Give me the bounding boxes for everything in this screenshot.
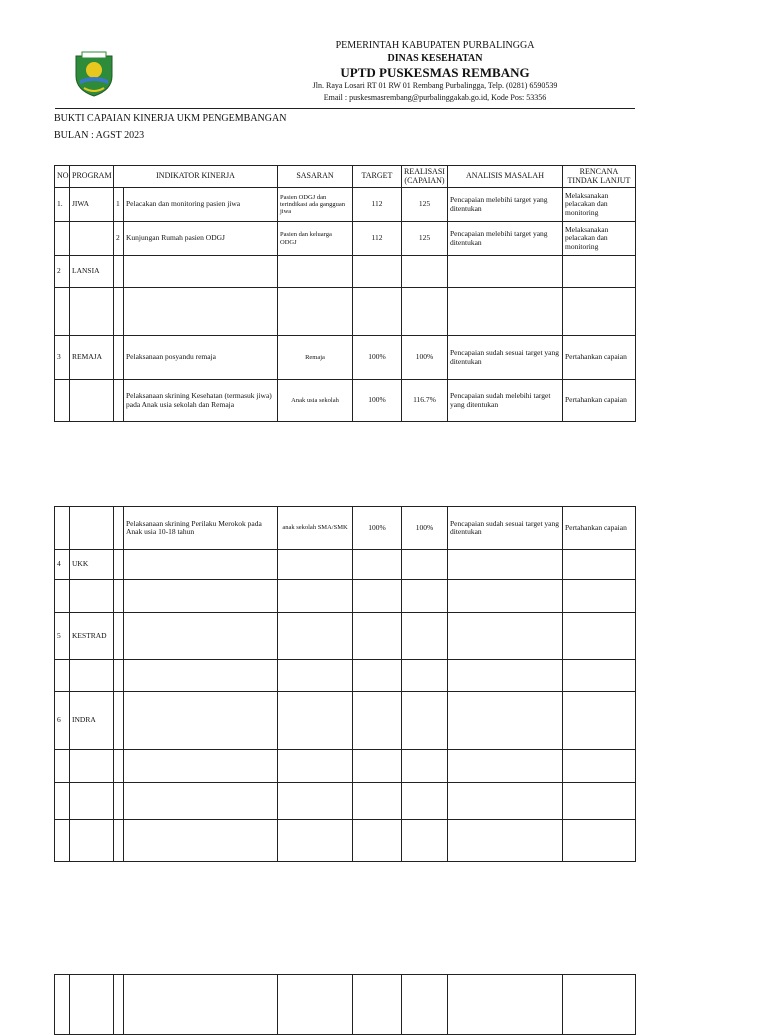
cell-sasaran [278, 783, 353, 820]
cell-realisasi [402, 288, 448, 336]
cell-no: 4 [55, 550, 70, 580]
cell-sasaran: Anak usia sekolah [278, 380, 353, 422]
cell-indikator: Pelaksanaan skrining Perilaku Merokok pada Anak usia 10-18 tahun [124, 507, 278, 550]
cell-no [55, 750, 70, 783]
table-row [55, 692, 636, 750]
cell-analisis: Pencapaian sudah sesuai target yang ditentukan [448, 507, 563, 550]
cell-sub-no [114, 507, 124, 550]
cell-program: UKK [70, 550, 114, 580]
cell-sub-no: 1 [114, 188, 124, 222]
cell-program: JIWA [70, 188, 114, 222]
cell-rencana [563, 288, 636, 336]
cell-analisis: Pencapaian sudah sesuai target yang ditentukan [448, 336, 563, 380]
table-row [55, 975, 636, 1035]
cell-program [70, 660, 114, 692]
header-institution-name: UPTD PUSKESMAS REMBANG [340, 65, 530, 80]
cell-target: 100% [353, 380, 402, 422]
document-title: BUKTI CAPAIAN KINERJA UKM PENGEMBANGAN [54, 113, 287, 124]
cell-sasaran [278, 613, 353, 660]
cell-indikator [124, 750, 278, 783]
cell-sasaran [278, 256, 353, 288]
col-header-sasaran: SASARAN [278, 166, 353, 188]
cell-realisasi [402, 750, 448, 783]
cell-sub-no [114, 288, 124, 336]
cell-analisis [448, 783, 563, 820]
cell-analisis: Pencapaian melebihi target yang ditentukan [448, 188, 563, 222]
cell-sub-no [114, 613, 124, 660]
cell-analisis: Pencapaian sudah melebihi target yang ditentukan [448, 380, 563, 422]
cell-target [353, 550, 402, 580]
cell-no [55, 820, 70, 862]
cell-realisasi [402, 256, 448, 288]
cell-analisis [448, 660, 563, 692]
cell-program [70, 820, 114, 862]
table-row [55, 507, 636, 550]
cell-no: 6 [55, 692, 70, 750]
cell-indikator [124, 783, 278, 820]
cell-sub-no [114, 256, 124, 288]
cell-sasaran: Remaja [278, 336, 353, 380]
cell-sasaran [278, 550, 353, 580]
cell-sub-no [114, 820, 124, 862]
cell-target [353, 613, 402, 660]
cell-target [353, 660, 402, 692]
col-header-rencana: RENCANA TINDAK LANJUT [563, 166, 636, 188]
cell-target [353, 783, 402, 820]
cell-analisis [448, 692, 563, 750]
cell-no: 5 [55, 613, 70, 660]
cell-realisasi: 125 [402, 188, 448, 222]
cell-target [353, 820, 402, 862]
cell-rencana [563, 783, 636, 820]
cell-sasaran: Pasien ODGJ dan terindikasi ada gangguan jiwa [278, 188, 353, 222]
cell-program [70, 507, 114, 550]
cell-indikator [124, 613, 278, 660]
cell-realisasi: 100% [402, 507, 448, 550]
cell-program [70, 750, 114, 783]
cell-target: 100% [353, 507, 402, 550]
cell-analisis [448, 750, 563, 783]
header-address: Jln. Raya Losari RT 01 RW 01 Rembang Purbalingga, Telp. (0281) 6590539 [312, 81, 558, 90]
table-row [55, 750, 636, 783]
cell-rencana: Pertahankan capaian [563, 380, 636, 422]
cell-sub-no [114, 580, 124, 613]
performance-table-page-1 [54, 165, 636, 422]
cell-program: KESTRAD [70, 613, 114, 660]
header-government-line: PEMERINTAH KABUPATEN PURBALINGGA [335, 40, 535, 51]
cell-rencana [563, 580, 636, 613]
cell-rencana: Pertahankan capaian [563, 507, 636, 550]
cell-realisasi [402, 660, 448, 692]
col-header-indikator: INDIKATOR KINERJA [114, 166, 278, 188]
cell-rencana [563, 750, 636, 783]
table-row [55, 336, 636, 380]
cell-rencana: Melaksanakan pelacakan dan monitoring [563, 222, 636, 256]
cell-indikator [124, 550, 278, 580]
col-header-realisasi: REALISASI (CAPAIAN) [402, 166, 448, 188]
cell-sub-no [114, 750, 124, 783]
table-row [55, 550, 636, 580]
cell-indikator: Pelaksanaan posyandu remaja [124, 336, 278, 380]
cell-no [55, 380, 70, 422]
cell-program [70, 580, 114, 613]
cell-sub-no [114, 380, 124, 422]
cell-sasaran [278, 692, 353, 750]
cell-analisis [448, 580, 563, 613]
cell-rencana: Pertahankan capaian [563, 336, 636, 380]
cell-indikator: Kunjungan Rumah pasien ODGJ [124, 222, 278, 256]
cell-target: 112 [353, 222, 402, 256]
cell-indikator: Pelacakan dan monitoring pasien jiwa [124, 188, 278, 222]
cell-sub-no [114, 692, 124, 750]
table-row [55, 613, 636, 660]
cell-no: 1. [55, 188, 70, 222]
cell-realisasi: 125 [402, 222, 448, 256]
cell-sasaran [278, 820, 353, 862]
table-row [55, 256, 636, 288]
cell-no [55, 783, 70, 820]
cell-rencana [563, 660, 636, 692]
cell-program [70, 380, 114, 422]
cell-program: LANSIA [70, 256, 114, 288]
table-row [55, 820, 636, 862]
cell-sub-no [114, 336, 124, 380]
cell-indikator [124, 288, 278, 336]
cell-no: 2 [55, 256, 70, 288]
cell-target: 112 [353, 188, 402, 222]
cell-realisasi [402, 692, 448, 750]
cell-sasaran: Pasien dan keluarga ODGJ [278, 222, 353, 256]
performance-table-page-3 [54, 974, 636, 1035]
performance-table-page-2 [54, 506, 636, 862]
table-row [55, 580, 636, 613]
table-row [55, 222, 636, 256]
cell-realisasi [402, 613, 448, 660]
col-header-no: NO [55, 166, 70, 188]
col-header-target: TARGET [353, 166, 402, 188]
cell-indikator: Pelaksanaan skrining Kesehatan (termasuk jiwa) pada Anak usia sekolah dan Remaja [124, 380, 278, 422]
cell-target [353, 692, 402, 750]
cell-no [55, 222, 70, 256]
cell-no [55, 288, 70, 336]
cell-no [55, 660, 70, 692]
cell-analisis [448, 256, 563, 288]
document-month: BULAN : AGST 2023 [54, 130, 145, 141]
col-header-program: PROGRAM [70, 166, 114, 188]
cell-analisis [448, 613, 563, 660]
cell-sasaran [278, 580, 353, 613]
cell-rencana [563, 692, 636, 750]
cell-rencana [563, 256, 636, 288]
cell-sub-no [114, 550, 124, 580]
cell-analisis [448, 820, 563, 862]
header-email: Email : puskesmasrembang@purbalinggakab.go.id, Kode Pos: 53356 [323, 93, 547, 102]
cell-target: 100% [353, 336, 402, 380]
cell-sasaran [278, 288, 353, 336]
cell-program [70, 783, 114, 820]
cell-indikator [124, 580, 278, 613]
cell-indikator [124, 660, 278, 692]
cell-realisasi [402, 820, 448, 862]
table-row [55, 188, 636, 222]
cell-analisis [448, 288, 563, 336]
cell-realisasi [402, 783, 448, 820]
cell-analisis: Pencapaian melebihi target yang ditentukan [448, 222, 563, 256]
cell-sasaran [278, 660, 353, 692]
table-row [55, 380, 636, 422]
cell-sub-no [114, 660, 124, 692]
cell-realisasi [402, 580, 448, 613]
table-row [55, 783, 636, 820]
cell-sub-no: 2 [114, 222, 124, 256]
cell-rencana [563, 550, 636, 580]
cell-indikator [124, 820, 278, 862]
header-divider [55, 108, 635, 109]
cell-rencana [563, 613, 636, 660]
cell-realisasi: 116.7% [402, 380, 448, 422]
cell-realisasi [402, 550, 448, 580]
regency-emblem-icon [72, 50, 116, 98]
cell-realisasi: 100% [402, 336, 448, 380]
cell-no: 3 [55, 336, 70, 380]
cell-sasaran: anak sekolah SMA/SMK [278, 507, 353, 550]
cell-target [353, 256, 402, 288]
cell-no [55, 580, 70, 613]
cell-program: INDRA [70, 692, 114, 750]
cell-rencana [563, 820, 636, 862]
cell-rencana: Melaksanakan pelacakan dan monitoring [563, 188, 636, 222]
header-department-line: DINAS KESEHATAN [387, 53, 483, 64]
cell-program [70, 222, 114, 256]
cell-analisis [448, 550, 563, 580]
cell-indikator [124, 256, 278, 288]
cell-no [55, 507, 70, 550]
cell-target [353, 750, 402, 783]
cell-program [70, 288, 114, 336]
col-header-analisis: ANALISIS MASALAH [448, 166, 563, 188]
table-header-row [55, 166, 636, 188]
cell-sub-no [114, 783, 124, 820]
table-row [55, 660, 636, 692]
cell-indikator [124, 692, 278, 750]
table-row [55, 288, 636, 336]
cell-program: REMAJA [70, 336, 114, 380]
cell-target [353, 288, 402, 336]
cell-target [353, 580, 402, 613]
cell-sasaran [278, 750, 353, 783]
